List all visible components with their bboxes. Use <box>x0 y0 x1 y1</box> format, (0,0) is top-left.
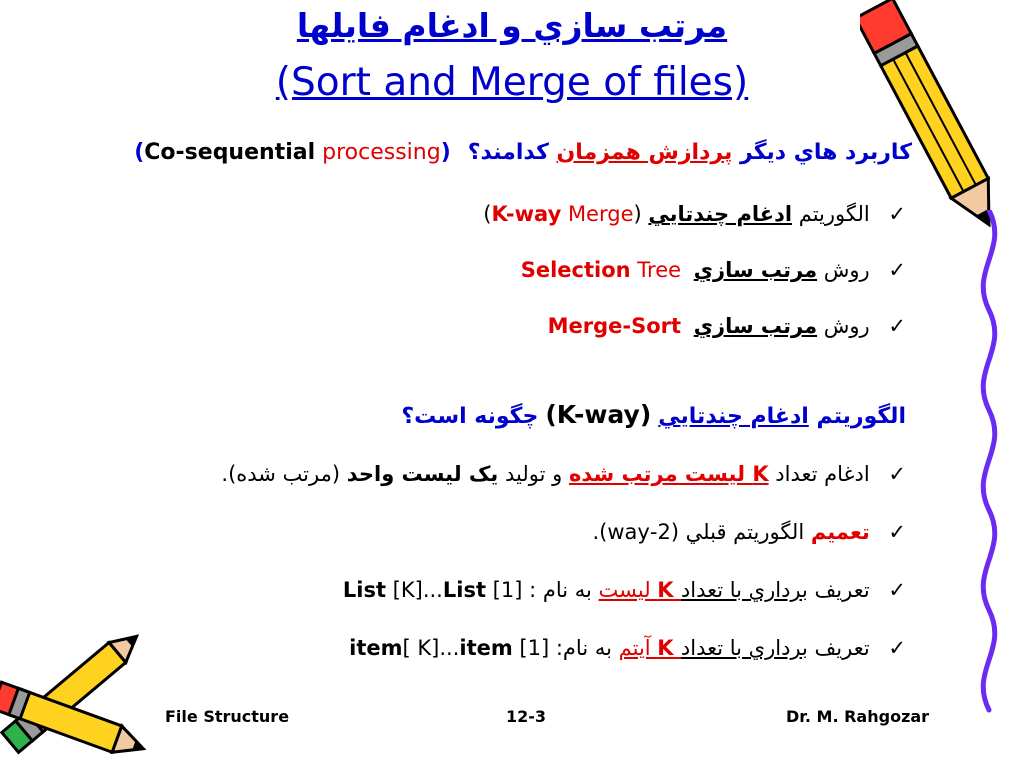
item-text: الگوريتم قبلي (2-way). <box>592 520 811 544</box>
vector-term: برداري با تعداد <box>680 636 808 660</box>
paren-close: ) <box>633 202 642 226</box>
paren-open: ( <box>545 400 557 429</box>
item-text: تعريف <box>807 578 870 602</box>
index-text: [K]... <box>386 578 443 602</box>
item-text: ادغام تعداد <box>768 462 870 486</box>
list-item <box>146 578 906 602</box>
item-keyword: item <box>349 636 403 660</box>
question-text-highlight: پردازش همزمان <box>556 140 733 165</box>
index-text: [1] <box>512 636 550 660</box>
k-term: K <box>657 578 681 602</box>
index-text: [ K]... <box>402 636 460 660</box>
single-list-term: يک ليست واحد <box>346 462 499 486</box>
question-text-part3: كدامند؟ <box>467 140 557 165</box>
item-term: مرتب سازي <box>693 314 818 338</box>
merge-term: Merge <box>561 202 634 226</box>
item-text: به نام : <box>522 578 599 602</box>
item-term: ادغام چندتايي <box>648 202 793 226</box>
generalization-term: تعميم <box>810 520 870 544</box>
item-text: تعريف <box>807 636 870 660</box>
list-keyword: List <box>442 578 486 602</box>
item-text: الگوريتم <box>792 202 870 226</box>
selection-term: Selection <box>520 258 631 282</box>
list-item <box>206 314 906 338</box>
paren-close: ) <box>639 400 652 429</box>
item-text: به نام: <box>549 636 619 660</box>
check-icon: ✓ <box>888 314 906 338</box>
processing-term: processing <box>315 140 441 165</box>
check-icon: ✓ <box>888 636 906 660</box>
k-term: K <box>752 462 769 486</box>
question-text-highlight: ادغام چندتايي <box>658 404 809 429</box>
list-item <box>206 258 906 282</box>
squiggle-line-icon <box>954 210 1024 730</box>
check-icon: ✓ <box>888 520 906 544</box>
list-item <box>146 462 906 486</box>
k-term: K <box>657 636 681 660</box>
list-item <box>146 636 906 660</box>
k-way-term: K-way <box>556 400 640 429</box>
index-text: [1] <box>485 578 523 602</box>
item-text: و توليد <box>498 462 569 486</box>
question-text-part1: الگوريتم <box>808 404 906 429</box>
list-keyword: List <box>342 578 386 602</box>
vector-term: برداري با تعداد <box>680 578 808 602</box>
k-way-term: K-way <box>491 202 562 226</box>
footer-course: File Structure <box>165 707 290 726</box>
check-icon: ✓ <box>888 258 906 282</box>
list-item <box>146 520 906 544</box>
pencils-icon <box>0 612 170 762</box>
merge-sort-term: Merge-Sort <box>547 314 682 338</box>
item-term: آيتم <box>618 636 658 660</box>
list-item <box>206 202 906 226</box>
footer-page-number: 12-3 <box>506 707 547 726</box>
item-keyword: item <box>459 636 513 660</box>
section1-question <box>112 140 912 165</box>
check-icon: ✓ <box>888 578 906 602</box>
slide-title-english: (Sort and Merge of files) <box>275 60 749 105</box>
section2-question <box>106 400 906 429</box>
item-term: مرتب سازي <box>693 258 818 282</box>
check-icon: ✓ <box>888 462 906 486</box>
footer-author: Dr. M. Rahgozar <box>786 707 930 726</box>
paren-close: ) <box>440 140 451 165</box>
item-text: روش <box>817 314 870 338</box>
sorted-lists-term: ليست مرتب شده <box>568 462 753 486</box>
slide-title-persian: مرتب سازي و ادغام فايلها <box>296 6 728 45</box>
check-icon: ✓ <box>888 202 906 226</box>
item-text: روش <box>817 258 870 282</box>
tree-term: Tree <box>630 258 682 282</box>
question-text-part1: كاربرد هاي ديگر <box>732 140 912 165</box>
item-text: (مرتب شده). <box>221 462 347 486</box>
co-sequential-term: Co-sequential <box>144 140 316 165</box>
paren-open: ( <box>134 140 145 165</box>
question-text-part3: چگونه است؟ <box>401 404 539 429</box>
paren-open: ( <box>483 202 492 226</box>
list-term: ليست <box>598 578 658 602</box>
